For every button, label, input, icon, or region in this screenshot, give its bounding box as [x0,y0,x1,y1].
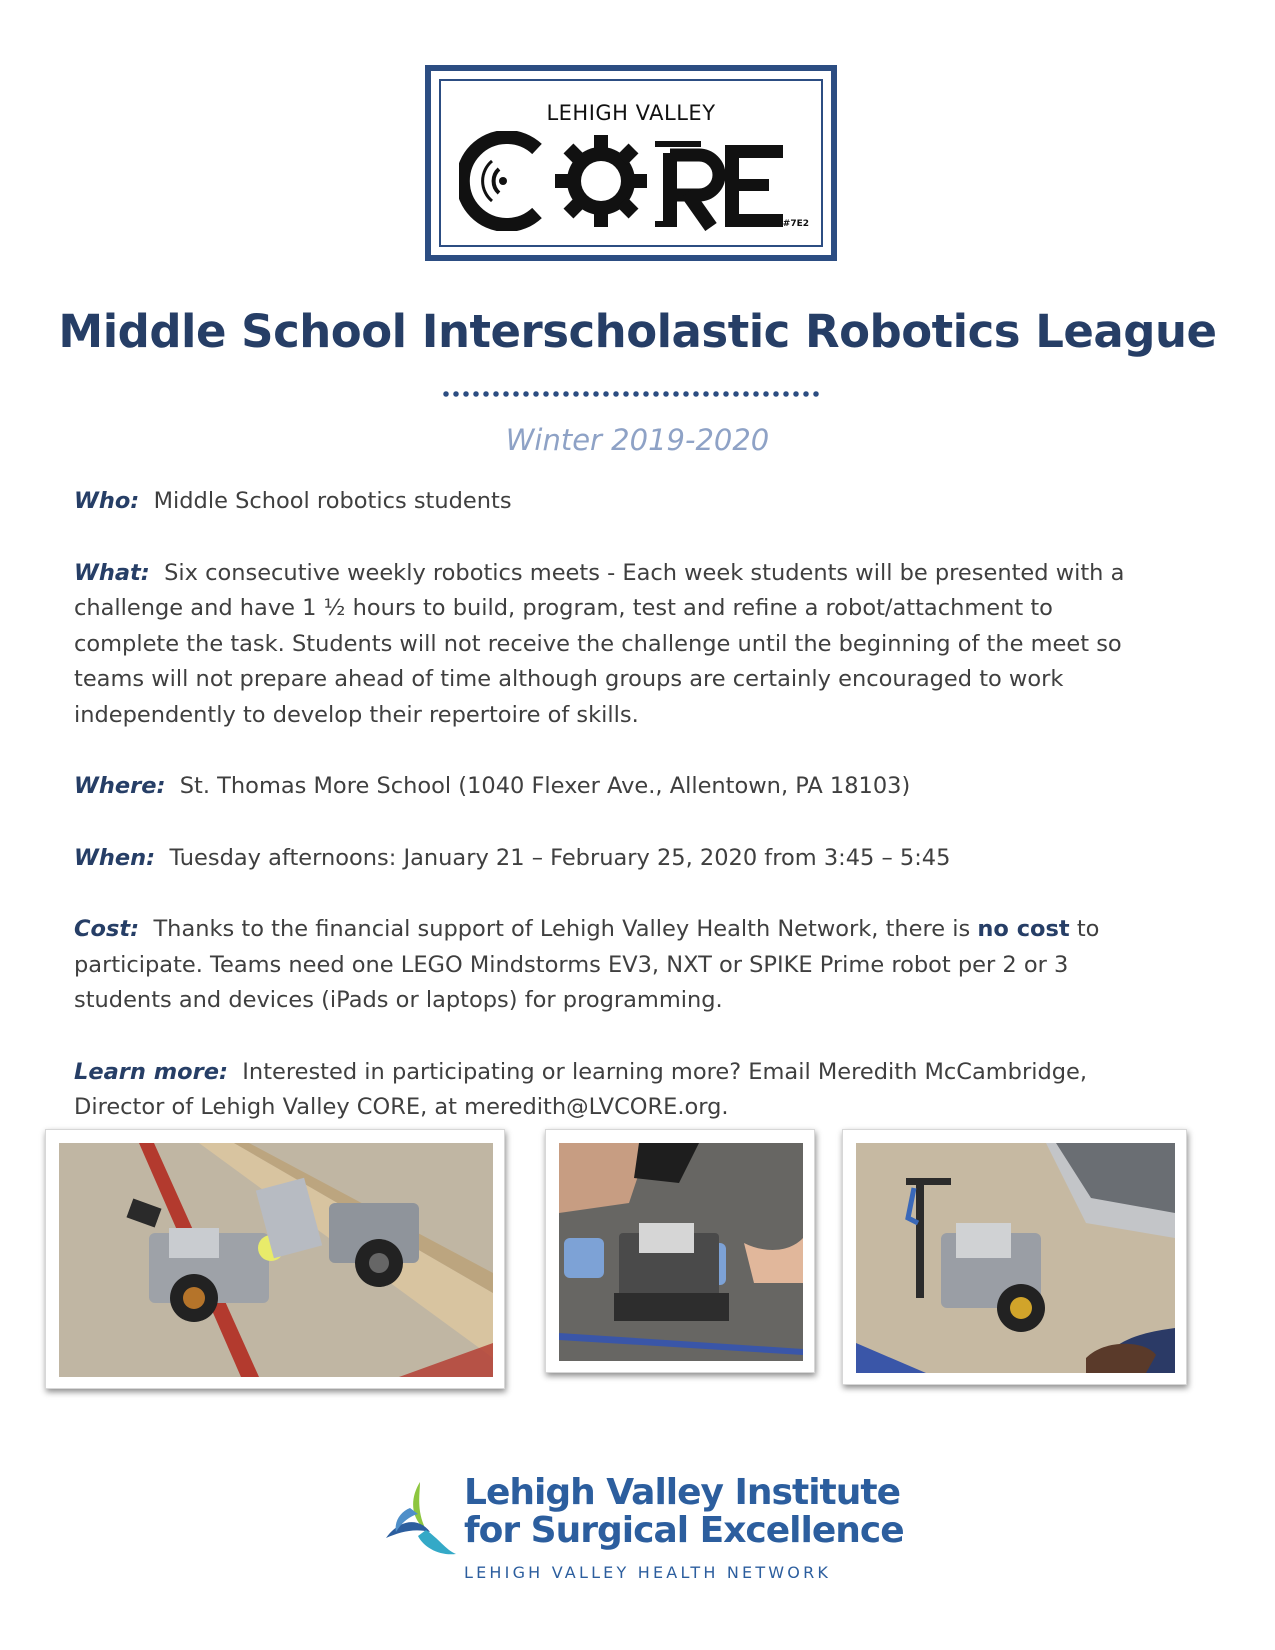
sponsor-line-2: for Surgical Excellence [464,1510,904,1551]
robot-photo-image [59,1143,493,1377]
sponsor-line-3: LEHIGH VALLEY HEALTH NETWORK [464,1563,832,1582]
when-paragraph [74,841,1204,877]
what-line: complete the task. Students will not receive the challenge until the beginning of the meet so [74,630,1122,657]
what-paragraph [74,556,1204,734]
when-label: When: [74,844,156,871]
page-subtitle: Winter 2019-2020 [505,423,770,457]
what-label: What: [74,559,150,586]
cost-label: Cost: [74,916,140,942]
where-label: Where: [74,773,166,799]
what-line: challenge and have 1 ½ hours to build, program, test and refine a robot/attachment to [74,595,1053,621]
c-letter-icon [463,137,537,225]
where-paragraph [74,769,1204,805]
what-line: Six consecutive weekly robotics meets - Each week students will be presented with a [164,559,1125,586]
what-line: teams will not prepare ahead of time although groups are certainly encouraged to work [74,666,1064,692]
page-title: Middle School Interscholastic Robotics League [58,305,1217,358]
learn-more-label: Learn more: [74,1058,228,1085]
dotted-divider [441,391,821,397]
core-logo-tag: #7E2 [782,219,809,229]
cost-line: students and devices (iPads or laptops) for programming. [74,987,723,1013]
core-logo-inner-border [439,79,823,247]
learn-more-text: Interested in participating or learning more? Email Meredith McCambridge, [242,1058,1088,1085]
gear-icon [555,135,647,227]
sponsor-leaf-icon [380,1478,460,1558]
no-cost-emphasis: no cost [977,916,1070,942]
where-text: St. Thomas More School (1040 Flexer Ave., Allentown, PA 18103) [179,773,911,799]
when-text: Tuesday afternoons: January 21 – February 25, 2020 from 3:45 – 5:45 [169,844,951,871]
cost-text-end: to [1076,916,1100,942]
core-logo-top-text: LEHIGH VALLEY [546,101,716,125]
who-text: Middle School robotics students [153,488,512,514]
cost-line: participate. Teams need one LEGO Mindstorms EV3, NXT or SPIKE Prime robot per 2 or 3 [74,951,1069,978]
info-section [74,484,1204,1162]
who-paragraph [74,484,1204,520]
cost-text: Thanks to the financial support of Lehigh Valley Health Network, there is [153,916,971,942]
learn-more-paragraph [74,1055,1204,1126]
e-letter-icon [725,145,783,227]
core-logo-wordmark [459,131,819,231]
robot-photo-image [856,1143,1175,1373]
who-label: Who: [74,488,140,514]
core-logo [425,65,837,261]
cost-paragraph [74,912,1204,1019]
r-letter-icon [655,141,719,227]
robot-photo-3 [842,1129,1187,1385]
what-line: independently to develop their repertoire of skills. [74,701,639,728]
sponsor-line-1: Lehigh Valley Institute [464,1472,900,1513]
sponsor-logo [380,1472,904,1582]
robot-photo-1 [45,1129,505,1389]
robot-photo-image [559,1143,803,1361]
learn-more-line: Director of Lehigh Valley CORE, at meredith@LVCORE.org. [74,1094,729,1120]
robot-photo-2 [545,1129,815,1373]
